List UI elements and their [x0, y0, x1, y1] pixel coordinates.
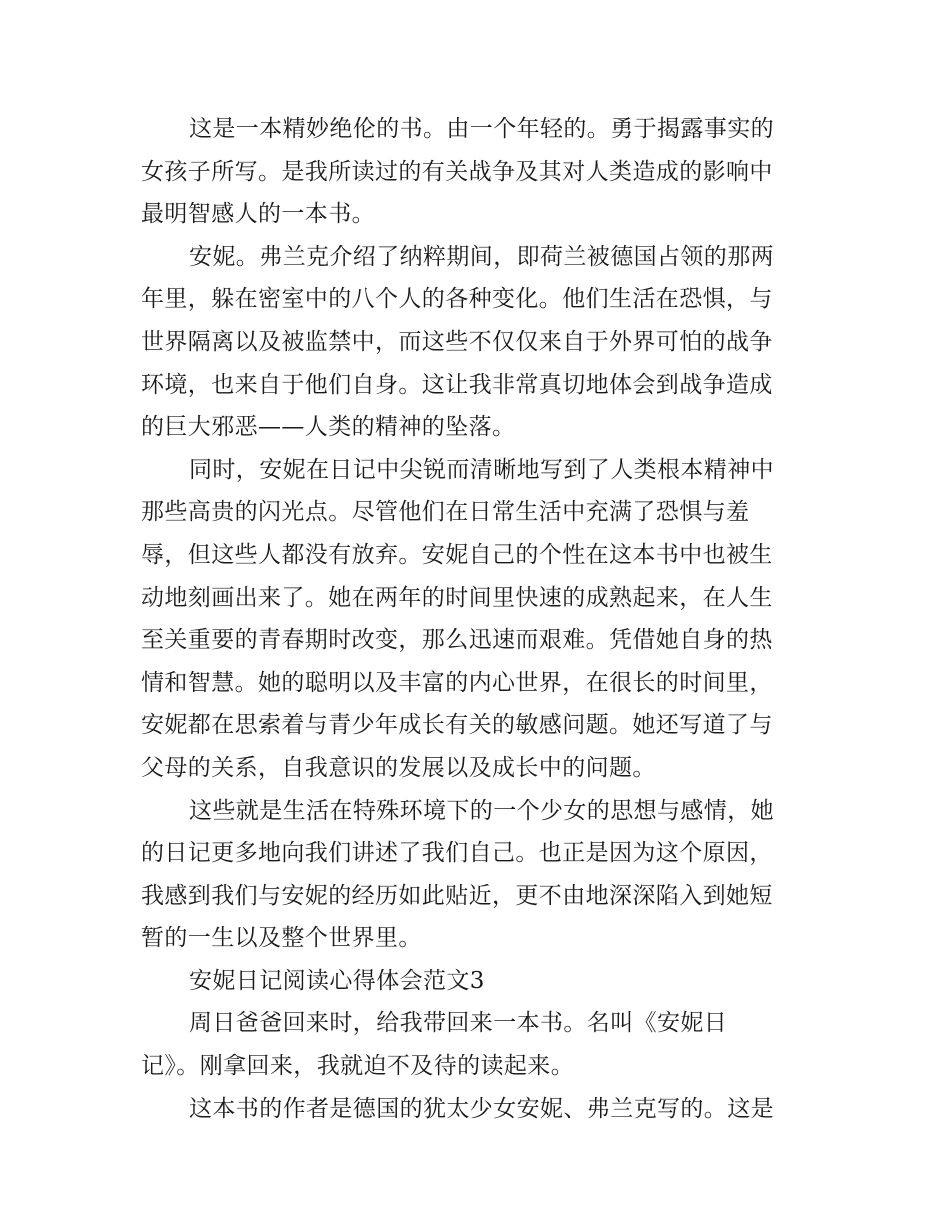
text-line: 这本书的作者是德国的犹太少女安妮、弗兰克写的。这是	[189, 1095, 774, 1122]
text-line: 这些就是生活在特殊环境下的一个少女的思想与感情，她	[189, 797, 774, 824]
text-line: 动地刻画出来了。她在两年的时间里快速的成熟起来，在人生	[141, 584, 773, 611]
text-line: 的日记更多地向我们讲述了我们自己。也正是因为这个原因，	[141, 840, 773, 867]
text-line: 周日爸爸回来时，给我带回来一本书。名叫《安妮日	[189, 1010, 728, 1037]
text-line: 情和智慧。她的聪明以及丰富的内心世界，在很长的时间里，	[141, 669, 773, 696]
text-line: 世界隔离以及被监禁中，而这些不仅仅来自于外界可怕的战争	[141, 328, 773, 355]
text-line: 安妮。弗兰克介绍了纳粹期间，即荷兰被德国占领的那两	[189, 243, 774, 270]
text-line: 女孩子所写。是我所读过的有关战争及其对人类造成的影响中	[141, 158, 773, 185]
text-line: 安妮都在思索着与青少年成长有关的敏感问题。她还写道了与	[141, 712, 773, 739]
text-line: 记》。刚拿回来，我就迫不及待的读起来。	[141, 1053, 575, 1080]
text-line: 最明智感人的一本书。	[141, 201, 375, 228]
text-line: 年里，躲在密室中的八个人的各种变化。他们生活在恐惧，与	[141, 286, 773, 313]
section-heading: 安妮日记阅读心得体会范文3	[189, 967, 485, 994]
body-text	[141, 108, 813, 1130]
text-line: 同时，安妮在日记中尖锐而清晰地写到了人类根本精神中	[189, 456, 774, 483]
text-line: 暂的一生以及整个世界里。	[141, 925, 422, 952]
text-line: 我感到我们与安妮的经历如此贴近，更不由地深深陷入到她短	[141, 882, 773, 909]
text-line: 父母的关系，自我意识的发展以及成长中的问题。	[141, 754, 656, 781]
text-line: 辱，但这些人都没有放弃。安妮自己的个性在这本书中也被生	[141, 541, 773, 568]
text-line: 的巨大邪恶——人类的精神的坠落。	[141, 414, 516, 441]
text-line: 至关重要的青春期时改变，那么迅速而艰难。凭借她自身的热	[141, 627, 773, 654]
text-line: 环境，也来自于他们自身。这让我非常真切地体会到战争造成	[141, 371, 773, 398]
text-line: 这是一本精妙绝伦的书。由一个年轻的。勇于揭露事实的	[189, 116, 774, 142]
text-line: 那些高贵的闪光点。尽管他们在日常生活中充满了恐惧与羞	[141, 499, 750, 526]
